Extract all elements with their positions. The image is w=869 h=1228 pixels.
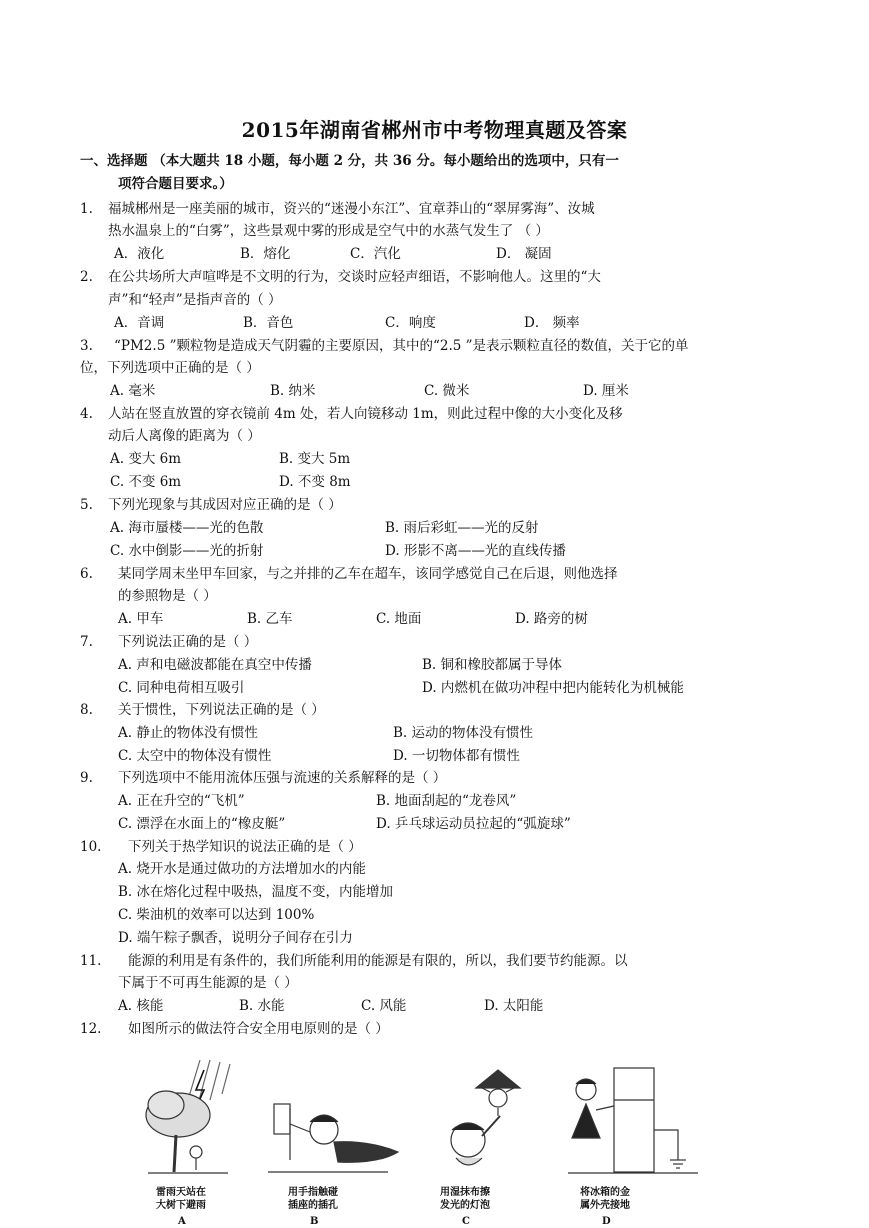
question-text: 在公共场所大声喧哗是不文明的行为，交谈时应轻声细语，不影响他人。这里的“大: [108, 269, 601, 285]
socket-illustration: [268, 1104, 398, 1172]
option-c: C. 水中倒影——光的折射: [110, 543, 264, 559]
caption-letter-c: C: [462, 1216, 470, 1227]
question-text: 下属于不可再生能源的是（ ）: [118, 975, 298, 991]
tree-rain-illustration: [146, 1060, 230, 1173]
caption-c: 用湿抹布擦 发光的灯泡: [440, 1187, 490, 1211]
option-b: B. 雨后彩虹——光的反射: [385, 520, 539, 536]
option-b: B. 纳米: [270, 383, 316, 399]
question-text: 热水温泉上的“白雾”，这些景观中雾的形成是空气中的水蒸气发生了 （ ）: [108, 223, 549, 239]
option-c: C．响度: [385, 315, 436, 331]
caption-d: 将冰箱的金 属外壳接地: [580, 1187, 630, 1211]
section-heading-line2: 项符合题目要求。）: [118, 176, 233, 192]
option-a: A. 核能: [118, 998, 164, 1014]
option-d: D. 内燃机在做功冲程中把内能转化为机械能: [422, 680, 684, 696]
option-c: C. 风能: [361, 998, 407, 1014]
option-a: A. 正在升空的“飞机”: [118, 793, 245, 809]
option-a: A．音调: [114, 315, 165, 331]
question-number: 6.: [80, 566, 93, 582]
question-number: 7.: [80, 634, 93, 650]
option-d: D. 不变 8m: [279, 474, 351, 490]
question-number: 12.: [80, 1021, 102, 1037]
caption-letter-b: B: [310, 1216, 319, 1227]
option-d: D. 乒乓球运动员拉起的“弧旋球”: [376, 816, 571, 832]
question-text: 某同学周末坐甲车回家，与之并排的乙车在超车，该同学感觉自己在后退，则他选择: [118, 566, 618, 582]
question-number: 4.: [80, 406, 93, 422]
question-text: 福城郴州是一座美丽的城市，资兴的“迷漫小东江”、宜章莽山的“翠屏雾海”、汝城: [108, 201, 595, 217]
question-text: 关于惯性，下列说法正确的是（ ）: [118, 702, 325, 718]
option-a: A. 海市蜃楼——光的色散: [110, 520, 264, 536]
option-d: D. 形影不离——光的直线传播: [385, 543, 566, 559]
option-d: D. 路旁的树: [515, 611, 588, 627]
option-c: C. 同种电荷相互吸引: [118, 680, 245, 696]
fridge-illustration: [568, 1068, 698, 1173]
question-text: 如图所示的做法符合安全用电原则的是（ ）: [128, 1021, 389, 1037]
question-text: 下列说法正确的是（ ）: [118, 634, 258, 650]
option-a: A. 静止的物体没有惯性: [118, 725, 258, 741]
question-number: 11.: [80, 953, 102, 969]
question-number: 10.: [80, 839, 102, 855]
option-c: C. 微米: [424, 383, 470, 399]
figure-illustration: [138, 1060, 708, 1180]
option-c: C. 不变 6m: [110, 474, 182, 490]
option-c: C. 地面: [376, 611, 422, 627]
question-number: 2.: [80, 269, 93, 285]
option-d: D. 太阳能: [484, 998, 544, 1014]
option-c: C. 漂浮在水面上的“橡皮艇”: [118, 816, 286, 832]
option-c: C．汽化: [350, 246, 401, 262]
question-text: 下列选项中不能用流体压强与流速的关系解释的是（ ）: [118, 770, 447, 786]
option-c: C. 太空中的物体没有惯性: [118, 748, 272, 764]
option-d: D. 端午粽子飘香，说明分子间存在引力: [118, 930, 353, 946]
option-b: B. 运动的物体没有惯性: [393, 725, 534, 741]
option-b: B. 地面刮起的“龙卷风”: [376, 793, 517, 809]
option-a: A. 烧开水是通过做功的方法增加水的内能: [118, 861, 366, 877]
caption-letter-d: D: [602, 1216, 611, 1227]
question-text: 声”和“轻声”是指声音的（ ）: [108, 292, 282, 308]
option-a: A. 毫米: [110, 383, 156, 399]
option-c: C. 柴油机的效率可以达到 100%: [118, 907, 315, 923]
option-b: B. 乙车: [247, 611, 293, 627]
question-text: 人站在竖直放置的穿衣镜前 4m 处，若人向镜移动 1m，则此过程中像的大小变化及移: [108, 406, 623, 422]
question-number: 8.: [80, 702, 93, 718]
question-text: 能源的利用是有条件的，我们所能利用的能源是有限的，所以，我们要节约能源。以: [128, 953, 628, 969]
question-text: 动后人离像的距离为（ ）: [108, 428, 261, 444]
option-d: D. 一切物体都有惯性: [393, 748, 520, 764]
option-a: A. 甲车: [118, 611, 164, 627]
option-b: B. 水能: [239, 998, 285, 1014]
option-d: D. 厘米: [583, 383, 629, 399]
question-text: 下列关于热学知识的说法正确的是（ ）: [128, 839, 362, 855]
option-d: D． 频率: [524, 315, 580, 331]
lamp-illustration: [451, 1070, 520, 1165]
question-number: 5.: [80, 497, 93, 513]
option-b: B. 铜和橡胶都属于导体: [422, 657, 563, 673]
caption-letter-a: A: [178, 1216, 186, 1227]
option-a: A. 变大 6m: [110, 451, 182, 467]
caption-a: 雷雨天站在 大树下避雨: [156, 1187, 206, 1211]
option-a: A．液化: [114, 246, 165, 262]
option-b: B. 变大 5m: [279, 451, 351, 467]
option-b: B．音色: [243, 315, 294, 331]
option-d: D． 凝固: [496, 246, 552, 262]
safety-figure: [138, 1060, 708, 1225]
option-a: A. 声和电磁波都能在真空中传播: [118, 657, 312, 673]
question-text: 的参照物是（ ）: [118, 588, 217, 604]
question-text: 下列光现象与其成因对应正确的是（ ）: [108, 497, 342, 513]
question-number: 1.: [80, 201, 93, 217]
question-text: 位，下列选项中正确的是（ ）: [80, 360, 260, 376]
section-heading-line1: 一、选择题 （本大题共 18 小题，每小题 2 分，共 36 分。每小题给出的选项中，只有一: [80, 153, 619, 169]
question-number: 3.: [80, 338, 93, 354]
option-b: B. 冰在熔化过程中吸热，温度不变，内能增加: [118, 884, 394, 900]
page-title: 2015年湖南省郴州市中考物理真题及答案: [241, 118, 628, 142]
question-number: 9.: [80, 770, 93, 786]
option-b: B．熔化: [240, 246, 291, 262]
question-text: “PM2.5 ”颗粒物是造成天气阴霾的主要原因，其中的“2.5 ”是表示颗粒直径的数值，关于它的单: [114, 338, 689, 354]
caption-b: 用手指触碰 插座的插孔: [288, 1187, 338, 1211]
